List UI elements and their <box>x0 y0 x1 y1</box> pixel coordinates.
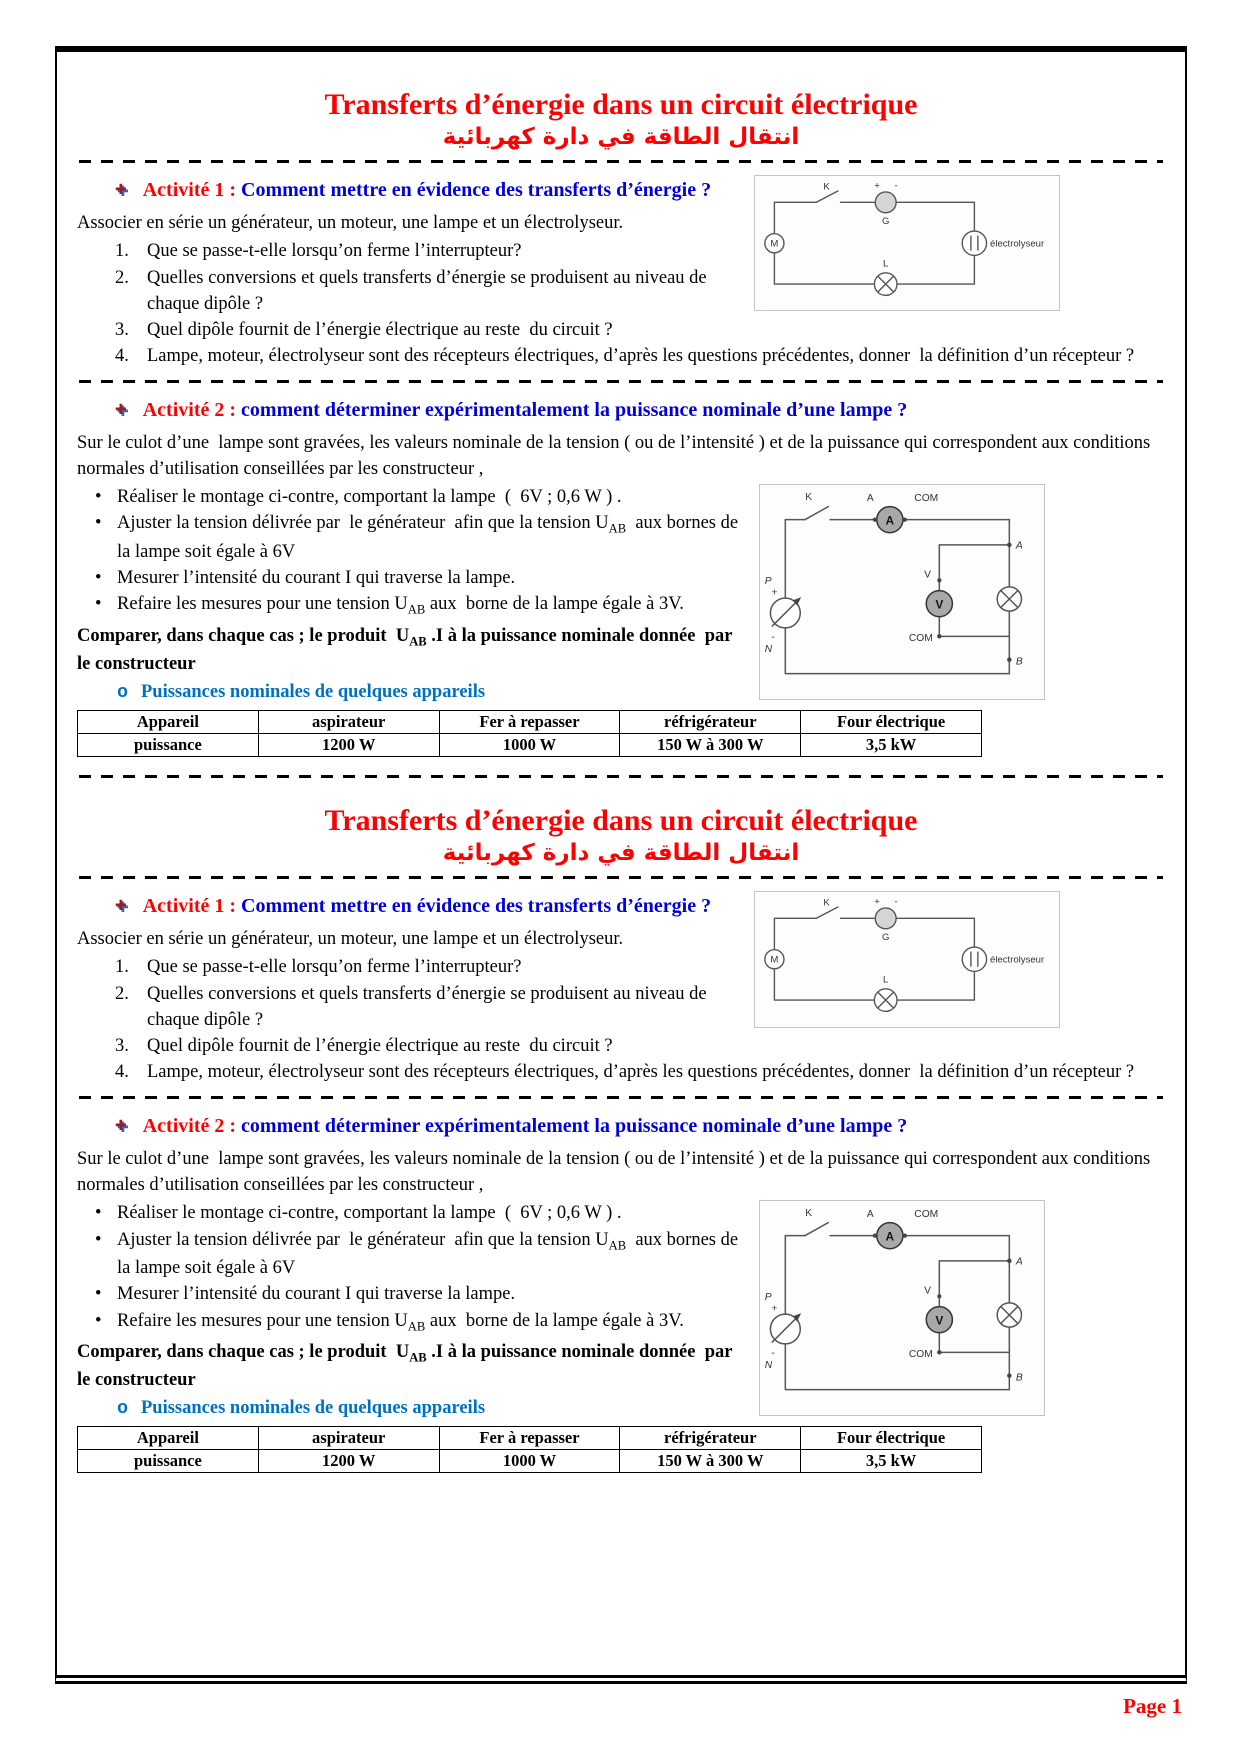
bullet-marker: • <box>95 1310 102 1331</box>
node-a-dot <box>1007 543 1011 547</box>
bullet-text-segment: Refaire les mesures pour une tension U <box>117 1310 408 1331</box>
switch-label: K <box>823 897 830 909</box>
activity-bullet-icon: ✚ <box>115 898 127 915</box>
activity2-label: Activité 2 : <box>142 398 237 421</box>
ammeter-letter: A <box>885 1230 895 1244</box>
voltmeter-branch-wires <box>939 545 1009 636</box>
page-title: Transferts d’énergie dans un circuit électrique <box>324 88 918 121</box>
bullet-marker: • <box>95 513 102 534</box>
bullet-text: Réaliser le montage ci-contre, comportant la lampe ( 6V ; 0,6 W ) . <box>117 487 622 508</box>
uab-subscript: AB <box>608 522 627 537</box>
uab-subscript: AB <box>407 1319 426 1334</box>
activity1-title: Comment mettre en évidence des transferts d’énergie ? <box>241 895 712 918</box>
generator-plus-label: + <box>771 1303 778 1315</box>
bullet-text-segment: Ajuster la tension délivrée par le générateur afin que la tension U <box>117 1229 609 1250</box>
node-b-dot <box>1007 658 1011 662</box>
electrolyser-icon <box>962 947 986 971</box>
dashed-separator <box>79 876 1163 879</box>
question-item <box>77 343 1165 369</box>
question-number: 2. <box>115 983 129 1004</box>
uab-subscript: AB <box>409 634 427 649</box>
uab-subscript: AB <box>409 1350 427 1365</box>
question-number: 3. <box>115 1036 129 1057</box>
power-table <box>77 710 982 757</box>
table-row <box>78 734 982 757</box>
activity1-intro: Associer en série un générateur, un moteur, une lampe et un électrolyseur. <box>77 929 624 950</box>
generator-p-label: P <box>764 1292 772 1304</box>
uab-subscript: AB <box>407 603 426 618</box>
voltmeter-letter: V <box>935 598 944 612</box>
circuit-wires <box>774 202 974 284</box>
ammeter-a-terminal-label: A <box>866 1209 874 1221</box>
table-cell: puissance <box>78 734 259 757</box>
table-header: réfrigérateur <box>620 1427 801 1450</box>
question-item <box>77 317 1165 343</box>
table-header: aspirateur <box>258 1427 439 1450</box>
table-header: Fer à repasser <box>439 711 620 734</box>
bullet-marker: • <box>95 594 102 615</box>
series-circuit-diagram <box>757 178 1057 308</box>
question-item <box>77 1059 1165 1085</box>
question-number: 3. <box>115 320 129 341</box>
page-number: Page 1 <box>1123 1694 1182 1718</box>
table-header: Four électrique <box>801 1427 982 1450</box>
question-text: Que se passe-t-elle lorsqu’on ferme l’interrupteur? <box>147 957 522 978</box>
worksheet-copy-1 <box>77 88 1165 765</box>
power-table <box>77 1426 982 1473</box>
switch-icon <box>805 1223 828 1236</box>
bullet-marker: • <box>95 487 102 508</box>
table-cell: 1200 W <box>258 1450 439 1473</box>
activity1-label: Activité 1 : <box>142 179 237 201</box>
electrolyser-label: électrolyseur <box>990 954 1045 966</box>
activity1-title: Comment mettre en évidence des transferts d’énergie ? <box>241 179 712 201</box>
bullet-text-segment: aux borne de la lampe égale à 3V. <box>425 594 684 615</box>
question-text: Lampe, moteur, électrolyseur sont des récepteurs électriques, d’après les questions précédentes, donner la définition d’un récepteur ? <box>147 346 1135 367</box>
table-header: Appareil <box>78 1427 259 1450</box>
measurement-circuit-figure <box>759 484 1045 700</box>
table-cell: 150 W à 300 W <box>620 1450 801 1473</box>
bullet-text-segment: Ajuster la tension délivrée par le générateur afin que la tension U <box>117 513 609 534</box>
generator-plus-label: + <box>771 587 778 599</box>
activity1-label: Activité 1 : <box>142 895 237 918</box>
series-circuit-diagram <box>757 894 1057 1024</box>
activity2-section <box>77 395 1165 766</box>
generator-n-label: N <box>764 1360 773 1372</box>
subheading-text: Puissances nominales de quelques appareils <box>141 1397 486 1418</box>
voltmeter-v-terminal-label: V <box>924 569 931 581</box>
activity2-intro: Sur le culot d’une lampe sont gravées, les valeurs nominale de la tension ( ou de l’intensité ) et de la puissance qui correspondent aux conditions normales d’utilisation conseillées par les constructeur , <box>77 432 1155 479</box>
question-text: Lampe, moteur, électrolyseur sont des récepteurs électriques, d’après les questions précédentes, donner la définition d’un récepteur ? <box>147 1062 1135 1083</box>
table-header: aspirateur <box>258 711 439 734</box>
page-title: Transferts d’énergie dans un circuit électrique <box>324 804 918 838</box>
ammeter-com-terminal-label: COM <box>914 1209 939 1221</box>
voltmeter-com-terminal-label: COM <box>908 633 933 645</box>
table-header: Four électrique <box>801 711 982 734</box>
motor-label: M <box>770 238 779 250</box>
generator-n-label: N <box>764 644 773 656</box>
bullet-text-segment: aux bornes de la lampe soit égale à 6V <box>117 513 743 562</box>
question-number: 1. <box>115 241 129 262</box>
voltmeter-node-dot <box>937 578 941 582</box>
activity1-section <box>77 891 1165 1086</box>
question-item <box>77 1033 1165 1059</box>
node-a-dot <box>1007 1259 1011 1263</box>
question-text: Quelles conversions et quels transferts d’énergie se produisent au niveau de chaque dipôle ? <box>147 983 712 1030</box>
electrolyser-label: électrolyseur <box>990 238 1045 250</box>
bullet-text: Mesurer l’intensité du courant I qui traverse la lampe. <box>117 568 516 589</box>
point-a-label: A <box>1015 1256 1023 1268</box>
measurement-circuit-diagram <box>762 1203 1042 1413</box>
voltmeter-branch-wires <box>939 1261 1009 1352</box>
activity2-title: comment déterminer expérimentalement la puissance nominale d’une lampe ? <box>241 1114 908 1137</box>
subheading-text: Puissances nominales de quelques appareils <box>141 681 486 702</box>
terminal-dot <box>903 518 907 522</box>
generator-label: G <box>881 932 890 944</box>
circuit-wires <box>785 1236 1009 1390</box>
bullet-text: Réaliser le montage ci-contre, comportant la lampe ( 6V ; 0,6 W ) . <box>117 1203 622 1224</box>
switch-icon <box>816 907 838 918</box>
measurement-circuit-figure <box>759 1200 1045 1416</box>
question-number: 2. <box>115 267 129 288</box>
generator-plus-label: + <box>874 896 880 908</box>
voltmeter-node-dot <box>937 1295 941 1299</box>
voltmeter-v-terminal-label: V <box>924 1285 931 1297</box>
measurement-circuit-diagram <box>762 487 1042 697</box>
generator-p-label: P <box>764 576 772 588</box>
generator-label: G <box>881 216 890 228</box>
generator-icon <box>875 908 896 929</box>
question-text: Quel dipôle fournit de l’énergie électrique au reste du circuit ? <box>147 320 613 341</box>
electrolyser-icon <box>962 231 986 255</box>
com-node-dot <box>937 634 941 638</box>
bullet-text: Mesurer l’intensité du courant I qui traverse la lampe. <box>117 1284 516 1305</box>
switch-label: K <box>805 492 813 504</box>
table-header: Fer à repasser <box>439 1427 620 1450</box>
circle-bullet-marker: o <box>117 681 129 703</box>
activity2-label: Activité 2 : <box>142 1114 237 1137</box>
bullet-text-segment: Refaire les mesures pour une tension U <box>117 594 408 615</box>
bullet-marker: • <box>95 1229 102 1250</box>
table-cell: 1000 W <box>439 1450 620 1473</box>
worksheet-copy-2 <box>77 804 1165 1481</box>
ammeter-com-terminal-label: COM <box>914 493 939 505</box>
ammeter-a-terminal-label: A <box>866 493 874 505</box>
table-cell: 1000 W <box>439 734 620 757</box>
point-a-label: A <box>1015 540 1023 552</box>
question-text: Quel dipôle fournit de l’énergie électrique au reste du circuit ? <box>147 1036 613 1057</box>
com-node-dot <box>937 1350 941 1354</box>
series-circuit-figure <box>754 175 1060 311</box>
voltmeter-letter: V <box>935 1314 944 1328</box>
question-number: 1. <box>115 957 129 978</box>
table-cell: 150 W à 300 W <box>620 734 801 757</box>
table-cell: 3,5 kW <box>801 1450 982 1473</box>
question-number: 4. <box>115 346 129 367</box>
activity2-title: comment déterminer expérimentalement la puissance nominale d’une lampe ? <box>241 398 908 421</box>
motor-label: M <box>770 954 779 966</box>
activity-bullet-icon: ✚ <box>115 401 127 418</box>
table-cell: 3,5 kW <box>801 734 982 757</box>
circuit-wires <box>785 520 1009 674</box>
bullet-text-segment: aux bornes de la lampe soit égale à 6V <box>117 1229 743 1279</box>
point-b-label: B <box>1015 656 1023 668</box>
generator-minus-label: - <box>771 1348 775 1360</box>
bullet-marker: • <box>95 568 102 589</box>
compare-segment: .I à la puissance nominale donnée par le constructeur <box>77 1342 737 1391</box>
dashed-separator <box>79 160 1163 163</box>
bullet-text <box>117 1230 743 1279</box>
series-circuit-figure <box>754 891 1060 1027</box>
lamp-label: L <box>883 258 889 270</box>
table-header-row <box>78 711 982 734</box>
ammeter-letter: A <box>885 514 895 528</box>
generator-minus-label: - <box>771 632 775 644</box>
table-header: réfrigérateur <box>620 711 801 734</box>
table-row <box>78 1450 982 1473</box>
lamp-label: L <box>883 974 889 986</box>
activity2-intro: Sur le culot d’une lampe sont gravées, les valeurs nominale de la tension ( ou de l’intensité ) et de la puissance qui correspondent aux conditions normales d’utilisation conseillées par les constructeur , <box>77 1148 1155 1195</box>
page-title-arabic: انتقال الطاقة في دارة كهربائية <box>442 840 800 867</box>
activity-bullet-icon: ✚ <box>115 182 127 198</box>
circuit-wires <box>774 918 974 1000</box>
terminal-dot <box>873 1234 877 1238</box>
activity2-heading <box>77 399 1165 422</box>
generator-minus-label: - <box>894 896 898 908</box>
voltmeter-com-terminal-label: COM <box>908 1349 933 1361</box>
generator-icon <box>875 192 896 213</box>
terminal-dot <box>903 1234 907 1238</box>
compare-segment: Comparer, dans chaque cas ; le produit U <box>77 626 410 647</box>
switch-icon <box>816 191 838 202</box>
generator-plus-label: + <box>874 180 880 192</box>
switch-label: K <box>823 181 830 193</box>
table-header-row <box>78 1427 982 1450</box>
activity1-intro: Associer en série un générateur, un moteur, une lampe et un électrolyseur. <box>77 213 624 233</box>
generator-minus-label: - <box>894 180 898 192</box>
question-text: Que se passe-t-elle lorsqu’on ferme l’interrupteur? <box>147 241 522 262</box>
terminal-dot <box>873 518 877 522</box>
bullet-text <box>117 594 684 618</box>
question-text: Quelles conversions et quels transferts d’énergie se produisent au niveau de chaque dipôle ? <box>147 267 712 314</box>
compare-segment: Comparer, dans chaque cas ; le produit U <box>77 1342 410 1363</box>
activity2-heading <box>77 1115 1165 1138</box>
activity1-section <box>77 175 1165 370</box>
dashed-separator <box>79 380 1163 383</box>
bullet-text <box>117 513 743 562</box>
page-title-arabic: انتقال الطاقة في دارة كهربائية <box>442 124 800 150</box>
bullet-text <box>117 1310 684 1334</box>
uab-subscript: AB <box>608 1238 627 1253</box>
question-number: 4. <box>115 1062 129 1083</box>
point-b-label: B <box>1015 1372 1023 1384</box>
switch-label: K <box>805 1208 813 1220</box>
compare-segment: .I à la puissance nominale donnée par le constructeur <box>77 626 737 674</box>
dashed-separator <box>79 1096 1163 1099</box>
activity2-section <box>77 1111 1165 1482</box>
table-cell: 1200 W <box>258 734 439 757</box>
table-header: Appareil <box>78 711 259 734</box>
activity-bullet-icon: ✚ <box>115 1117 127 1134</box>
table-cell: puissance <box>78 1450 259 1473</box>
bullet-marker: • <box>95 1284 102 1305</box>
circle-bullet-marker: o <box>117 1397 129 1419</box>
node-b-dot <box>1007 1374 1011 1378</box>
bullet-marker: • <box>95 1203 102 1224</box>
dashed-separator <box>79 775 1163 778</box>
switch-icon <box>805 507 828 520</box>
bullet-text-segment: aux borne de la lampe égale à 3V. <box>425 1310 684 1331</box>
worksheet-frame <box>55 46 1187 1684</box>
